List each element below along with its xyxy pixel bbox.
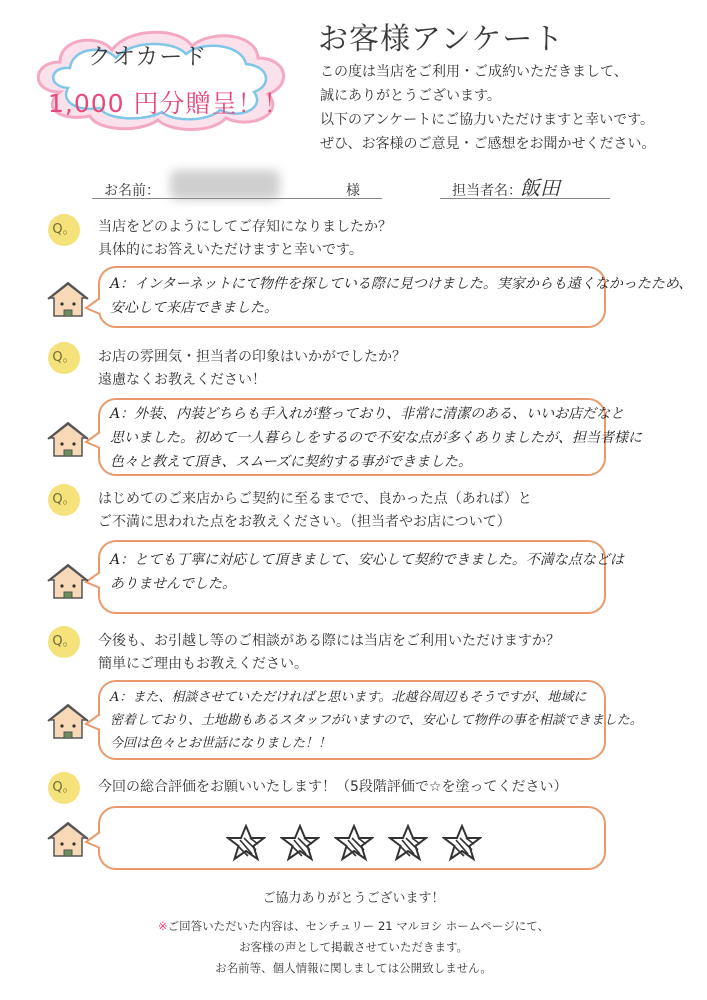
footnote-line: [0, 916, 707, 937]
footnote-line: お客様の声として掲載させていただきます。: [238, 940, 469, 954]
star-icon[interactable]: [442, 824, 482, 862]
question-line: 今回の総合評価をお願いいたします！（5段階評価で☆を塗ってください）: [98, 779, 568, 795]
answer-text: [110, 272, 692, 320]
question-line: 簡単にご理由もお教えください。: [98, 656, 308, 672]
intro-line: 誠にありがとうございます。: [320, 88, 501, 104]
answer-line: 今回は色々とお世話になりました！！: [110, 736, 332, 751]
question-line: ご不満に思われた点をお教えください。（担当者やお店について）: [98, 514, 511, 530]
answer-line: A：とても丁寧に対応して頂きまして、安心して契約できました。不満な点などは: [110, 552, 624, 568]
star-icon[interactable]: [280, 824, 320, 862]
star-icon[interactable]: [334, 824, 374, 862]
question-line: 当店をどのようにしてご存知になりましたか？: [98, 219, 392, 235]
question-line: はじめてのご来店からご契約に至るまでで、良かった点（あれば）と: [98, 491, 532, 507]
answer-line: 安心して来店できました。: [110, 300, 278, 316]
staff-underline: [440, 198, 610, 199]
answer-line: ありませんでした。: [110, 576, 236, 592]
answer-text: [110, 548, 624, 596]
staff-label: 担当者名：: [452, 183, 522, 199]
answer-text: [110, 402, 642, 474]
house-icon: [46, 562, 90, 602]
intro-line: ぜひ、お客様のご意見・ご感想をお聞かせください。: [320, 136, 656, 152]
question-text: [98, 346, 406, 392]
badge-offer: 1,000 円分贈呈！！: [48, 89, 290, 118]
footnote-line: お名前等、個人情報に関しましては公開致しません。: [215, 961, 492, 975]
question-text: [98, 776, 567, 799]
name-underline: [92, 198, 382, 199]
thanks-text: ご協力ありがとうございます！: [262, 891, 445, 906]
intro-line: この度は当店をご利用・ご成約いただきまして、: [320, 64, 628, 80]
answer-text: [110, 686, 643, 755]
badge-title: クオカード: [88, 44, 208, 70]
answer-line: 密着しており、土地勘もあるスタッフがいますので、安心して物件の事を相談できました。: [110, 713, 643, 728]
star-icon[interactable]: [388, 824, 428, 862]
star-icon[interactable]: [226, 824, 266, 862]
question-text: [98, 216, 392, 262]
question-line: 今後も、お引越し等のご相談がある際には当店をご利用いただけますか？: [98, 633, 560, 649]
answer-line: 色々と教えて頂き、スムーズに契約する事ができました。: [110, 454, 473, 470]
house-icon: [46, 702, 90, 742]
question-text: [98, 488, 532, 534]
name-suffix: 様: [346, 183, 360, 199]
question-badge: Q。: [48, 214, 80, 246]
name-label: お名前：: [104, 183, 160, 199]
house-icon: [46, 420, 90, 460]
intro-line: 以下のアンケートにご協力いただけますと幸いです。: [320, 112, 655, 128]
question-badge: Q。: [48, 626, 80, 658]
note-mark: ※: [158, 919, 168, 933]
question-text: [98, 630, 560, 676]
house-icon: [46, 280, 90, 320]
question-line: 遠慮なくお教えください！: [98, 372, 266, 388]
footnote: [0, 916, 707, 979]
answer-line: A：インターネットにて物件を探している際に見つけました。実家からも遠くなかったため、: [110, 276, 693, 292]
answer-line: A：また、相談させていただければと思います。北越谷周辺もそうですが、地域に: [110, 690, 587, 705]
staff-name: 飯田: [520, 176, 560, 200]
question-line: お店の雰囲気・担当者の印象はいかがでしたか？: [98, 349, 406, 365]
question-line: 具体的にお答えいただけますと幸いです。: [98, 242, 363, 258]
footnote-text: ご回答いただいた内容は、センチュリー 21 マルヨシ ホームページにて、: [167, 919, 549, 933]
answer-line: 思いました。初めて一人暮らしをするので不安な点が多くありましたが、担当者様に: [110, 430, 642, 446]
intro-text: [320, 60, 655, 156]
answer-line: A：外装、内装どちらも手入れが整っており、非常に清潔のある、いいお店だなと: [110, 406, 625, 422]
name-redacted: [170, 170, 280, 200]
question-badge: Q。: [48, 772, 80, 804]
question-badge: Q。: [48, 484, 80, 516]
question-badge: Q。: [48, 342, 80, 374]
page-title: お客様アンケート: [318, 22, 565, 57]
house-icon: [46, 820, 90, 860]
